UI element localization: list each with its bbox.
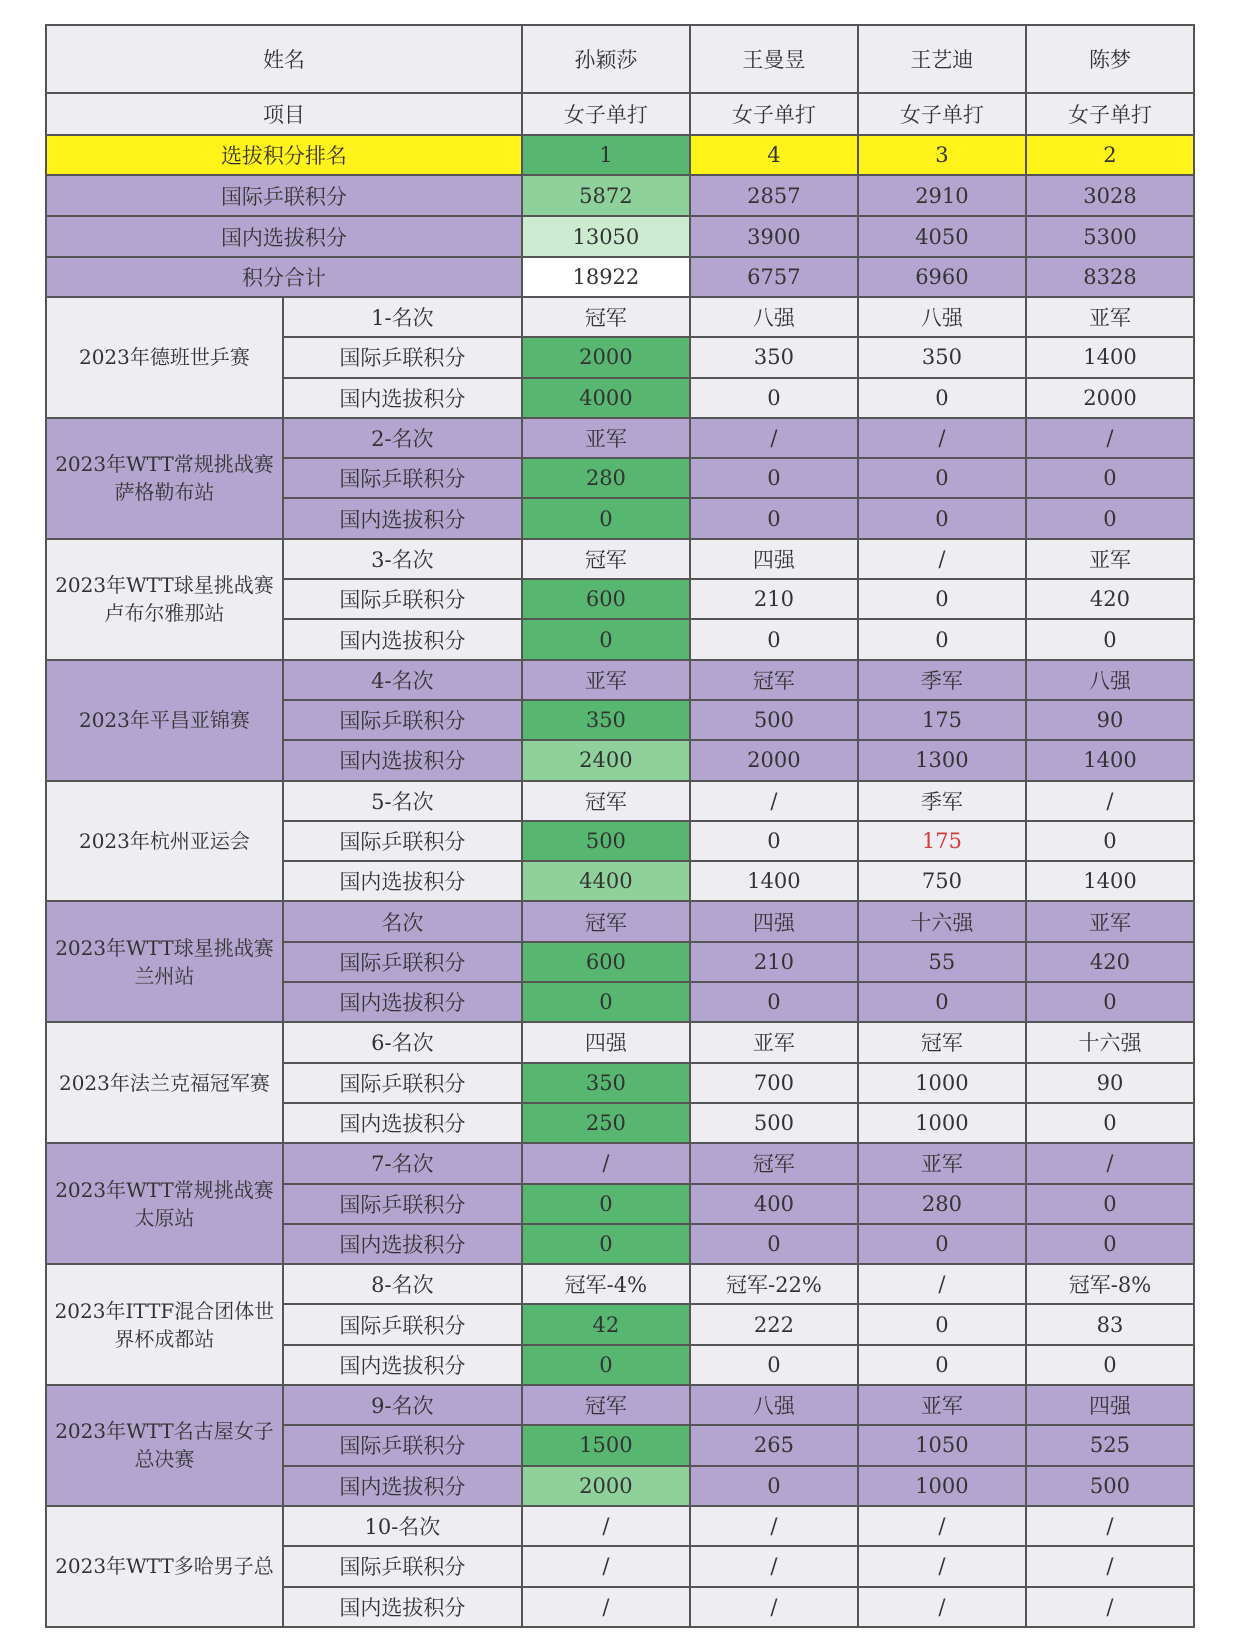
score-cell: /	[858, 1587, 1026, 1627]
event-header: 项目	[46, 93, 522, 135]
row-label: 9-名次	[283, 1385, 522, 1425]
score-cell: 55	[858, 942, 1026, 982]
score-cell: /	[690, 1546, 858, 1586]
score-cell: 265	[690, 1425, 858, 1465]
row-label: 国际乒联积分	[283, 458, 522, 498]
score-cell: 0	[690, 982, 858, 1022]
score-cell: 2000	[522, 337, 690, 377]
tournament-row	[46, 901, 1194, 941]
tournament-row	[46, 418, 1194, 458]
row-label: 国际乒联积分	[283, 579, 522, 619]
score-cell: 四强	[690, 901, 858, 941]
summary-value: 6757	[690, 257, 858, 297]
player-event: 女子单打	[522, 93, 690, 135]
score-cell: 0	[858, 619, 1026, 659]
score-cell: 175	[858, 821, 1026, 861]
summary-value: 13050	[522, 216, 690, 257]
score-cell: /	[1026, 418, 1194, 458]
score-cell: 0	[1026, 458, 1194, 498]
score-cell: 83	[1026, 1304, 1194, 1344]
score-cell: 1500	[522, 1425, 690, 1465]
summary-value: 18922	[522, 257, 690, 297]
score-cell: 0	[858, 982, 1026, 1022]
row-label: 国际乒联积分	[283, 821, 522, 861]
score-cell: 季军	[858, 660, 1026, 700]
row-label: 国内选拔积分	[283, 619, 522, 659]
score-cell: 0	[858, 579, 1026, 619]
score-cell: 1000	[858, 1103, 1026, 1143]
score-cell: 0	[1026, 619, 1194, 659]
score-cell: 亚军	[1026, 297, 1194, 337]
tournament-name: 2023年WTT名古屋女子总决赛	[46, 1385, 283, 1506]
score-cell: /	[522, 1506, 690, 1546]
score-cell: /	[522, 1143, 690, 1183]
score-cell: 525	[1026, 1425, 1194, 1465]
summary-label: 选拔积分排名	[46, 135, 522, 175]
score-cell: 0	[858, 458, 1026, 498]
score-cell: 0	[690, 458, 858, 498]
score-cell: 700	[690, 1063, 858, 1103]
score-cell: 1050	[858, 1425, 1026, 1465]
score-cell: 350	[522, 700, 690, 740]
score-cell: 222	[690, 1304, 858, 1344]
score-cell: 0	[690, 821, 858, 861]
score-cell: 400	[690, 1184, 858, 1224]
score-cell: 350	[522, 1063, 690, 1103]
grand-total-row	[46, 257, 1194, 297]
score-cell: 500	[690, 1103, 858, 1143]
score-cell: 冠军	[522, 539, 690, 579]
score-cell: 0	[522, 1184, 690, 1224]
score-cell: 210	[690, 942, 858, 982]
summary-value: 3900	[690, 216, 858, 257]
tournament-name: 2023年平昌亚锦赛	[46, 660, 283, 781]
score-cell: 四强	[690, 539, 858, 579]
score-cell: 八强	[690, 1385, 858, 1425]
summary-label: 国内选拔积分	[46, 216, 522, 257]
summary-value: 2	[1026, 135, 1194, 175]
score-cell: /	[858, 1546, 1026, 1586]
row-label: 3-名次	[283, 539, 522, 579]
score-cell: 0	[858, 1304, 1026, 1344]
summary-value: 3	[858, 135, 1026, 175]
score-cell: 季军	[858, 781, 1026, 821]
row-label: 5-名次	[283, 781, 522, 821]
summary-label: 国际乒联积分	[46, 175, 522, 216]
score-cell: /	[1026, 1506, 1194, 1546]
tournament-row	[46, 1506, 1194, 1546]
score-cell: 八强	[858, 297, 1026, 337]
name-header: 姓名	[46, 25, 522, 93]
score-cell: /	[522, 1546, 690, 1586]
score-cell: 420	[1026, 942, 1194, 982]
row-label: 国内选拔积分	[283, 861, 522, 901]
tournament-name: 2023年WTT多哈男子总	[46, 1506, 283, 1627]
score-cell: 600	[522, 942, 690, 982]
score-cell: 1400	[690, 861, 858, 901]
score-cell: 1400	[1026, 740, 1194, 780]
row-label: 国际乒联积分	[283, 337, 522, 377]
score-cell: 250	[522, 1103, 690, 1143]
score-cell: 1400	[1026, 861, 1194, 901]
score-cell: 四强	[1026, 1385, 1194, 1425]
player-event: 女子单打	[690, 93, 858, 135]
player-event: 女子单打	[858, 93, 1026, 135]
tournament-row	[46, 1264, 1194, 1304]
tournament-row	[46, 1385, 1194, 1425]
score-cell: 冠军	[522, 901, 690, 941]
score-cell: 0	[690, 1345, 858, 1385]
row-label: 国内选拔积分	[283, 740, 522, 780]
score-cell: /	[858, 1264, 1026, 1304]
player-name: 王曼昱	[690, 25, 858, 93]
score-cell: /	[690, 1506, 858, 1546]
score-cell: 亚军	[858, 1143, 1026, 1183]
summary-value: 5300	[1026, 216, 1194, 257]
row-label: 国际乒联积分	[283, 942, 522, 982]
score-cell: 210	[690, 579, 858, 619]
score-cell: 0	[858, 498, 1026, 538]
score-cell: /	[690, 418, 858, 458]
row-label: 10-名次	[283, 1506, 522, 1546]
score-cell: 0	[1026, 982, 1194, 1022]
row-label: 国际乒联积分	[283, 700, 522, 740]
tournament-row	[46, 1143, 1194, 1183]
score-cell: 0	[522, 982, 690, 1022]
score-cell: /	[1026, 781, 1194, 821]
score-cell: /	[858, 1506, 1026, 1546]
score-cell: 600	[522, 579, 690, 619]
score-cell: 0	[522, 498, 690, 538]
score-cell: 亚军	[522, 418, 690, 458]
player-event: 女子单打	[1026, 93, 1194, 135]
score-cell: 4400	[522, 861, 690, 901]
summary-value: 3028	[1026, 175, 1194, 216]
row-label: 6-名次	[283, 1022, 522, 1062]
player-name: 王艺迪	[858, 25, 1026, 93]
score-cell: 亚军	[858, 1385, 1026, 1425]
score-cell: 0	[522, 619, 690, 659]
score-cell: 0	[690, 1224, 858, 1264]
score-cell: 十六强	[858, 901, 1026, 941]
score-cell: 0	[522, 1224, 690, 1264]
row-label: 4-名次	[283, 660, 522, 700]
event-row	[46, 93, 1194, 135]
score-cell: 0	[1026, 1224, 1194, 1264]
score-cell: 500	[1026, 1466, 1194, 1506]
row-label: 国际乒联积分	[283, 1546, 522, 1586]
summary-value: 2857	[690, 175, 858, 216]
tournament-name: 2023年WTT常规挑战赛太原站	[46, 1143, 283, 1264]
score-cell: 冠军	[690, 660, 858, 700]
row-label: 名次	[283, 901, 522, 941]
name-row	[46, 25, 1194, 93]
score-cell: 500	[522, 821, 690, 861]
row-label: 国内选拔积分	[283, 498, 522, 538]
row-label: 国内选拔积分	[283, 1103, 522, 1143]
score-cell: 350	[690, 337, 858, 377]
summary-value: 6960	[858, 257, 1026, 297]
score-cell: /	[690, 1587, 858, 1627]
tournament-row	[46, 660, 1194, 700]
score-cell: 亚军	[522, 660, 690, 700]
tournament-name: 2023年德班世乒赛	[46, 297, 283, 418]
points-table	[45, 24, 1195, 1628]
score-cell: 冠军	[690, 1143, 858, 1183]
rank-row	[46, 135, 1194, 175]
score-cell: /	[1026, 1546, 1194, 1586]
summary-value: 4	[690, 135, 858, 175]
score-cell: /	[690, 781, 858, 821]
score-cell: 0	[858, 1345, 1026, 1385]
score-cell: 四强	[522, 1022, 690, 1062]
score-cell: 冠军-8%	[1026, 1264, 1194, 1304]
tournament-name: 2023年WTT球星挑战赛兰州站	[46, 901, 283, 1022]
score-cell: 冠军	[522, 1385, 690, 1425]
score-cell: 0	[690, 498, 858, 538]
score-cell: 0	[1026, 1345, 1194, 1385]
score-cell: 0	[1026, 498, 1194, 538]
score-cell: 冠军	[522, 781, 690, 821]
score-cell: 280	[522, 458, 690, 498]
tournament-name: 2023年WTT常规挑战赛萨格勒布站	[46, 418, 283, 539]
score-cell: 2000	[1026, 378, 1194, 418]
score-cell: 0	[690, 378, 858, 418]
score-cell: 0	[1026, 821, 1194, 861]
score-cell: 十六强	[1026, 1022, 1194, 1062]
score-cell: 280	[858, 1184, 1026, 1224]
tournament-name: 2023年ITTF混合团体世界杯成都站	[46, 1264, 283, 1385]
summary-value: 1	[522, 135, 690, 175]
score-cell: /	[522, 1587, 690, 1627]
score-cell: /	[1026, 1143, 1194, 1183]
score-cell: /	[1026, 1587, 1194, 1627]
score-cell: 0	[858, 1224, 1026, 1264]
row-label: 2-名次	[283, 418, 522, 458]
score-cell: 42	[522, 1304, 690, 1344]
score-cell: 1000	[858, 1466, 1026, 1506]
tournament-name: 2023年法兰克福冠军赛	[46, 1022, 283, 1143]
score-cell: 2000	[690, 740, 858, 780]
score-cell: 420	[1026, 579, 1194, 619]
score-cell: /	[858, 418, 1026, 458]
score-cell: 90	[1026, 700, 1194, 740]
row-label: 国际乒联积分	[283, 1063, 522, 1103]
tournament-row	[46, 781, 1194, 821]
row-label: 8-名次	[283, 1264, 522, 1304]
player-name: 孙颖莎	[522, 25, 690, 93]
score-cell: 0	[1026, 1103, 1194, 1143]
row-label: 国内选拔积分	[283, 1466, 522, 1506]
tournament-name: 2023年WTT球星挑战赛卢布尔雅那站	[46, 539, 283, 660]
score-cell: 750	[858, 861, 1026, 901]
row-label: 国内选拔积分	[283, 378, 522, 418]
row-label: 国内选拔积分	[283, 1587, 522, 1627]
score-cell: 175	[858, 700, 1026, 740]
score-cell: 冠军-4%	[522, 1264, 690, 1304]
row-label: 7-名次	[283, 1143, 522, 1183]
score-cell: 冠军	[522, 297, 690, 337]
row-label: 国际乒联积分	[283, 1304, 522, 1344]
row-label: 1-名次	[283, 297, 522, 337]
score-cell: 亚军	[1026, 539, 1194, 579]
score-cell: 亚军	[1026, 901, 1194, 941]
score-cell: 八强	[690, 297, 858, 337]
row-label: 国际乒联积分	[283, 1425, 522, 1465]
score-cell: 1000	[858, 1063, 1026, 1103]
score-cell: 冠军	[858, 1022, 1026, 1062]
score-cell: 八强	[1026, 660, 1194, 700]
tournament-row	[46, 539, 1194, 579]
score-cell: 500	[690, 700, 858, 740]
score-cell: 亚军	[690, 1022, 858, 1062]
score-cell: 2400	[522, 740, 690, 780]
summary-value: 5872	[522, 175, 690, 216]
score-cell: 0	[690, 619, 858, 659]
score-cell: 90	[1026, 1063, 1194, 1103]
tournament-row	[46, 1022, 1194, 1062]
score-cell: 350	[858, 337, 1026, 377]
summary-value: 2910	[858, 175, 1026, 216]
row-label: 国内选拔积分	[283, 1345, 522, 1385]
domestic-total-row	[46, 216, 1194, 257]
ittf-total-row	[46, 175, 1194, 216]
summary-value: 8328	[1026, 257, 1194, 297]
summary-value: 4050	[858, 216, 1026, 257]
player-name: 陈梦	[1026, 25, 1194, 93]
score-cell: 0	[858, 378, 1026, 418]
score-cell: 0	[1026, 1184, 1194, 1224]
score-cell: 1300	[858, 740, 1026, 780]
score-cell: 1400	[1026, 337, 1194, 377]
score-cell: 冠军-22%	[690, 1264, 858, 1304]
row-label: 国际乒联积分	[283, 1184, 522, 1224]
tournament-row	[46, 297, 1194, 337]
score-cell: 2000	[522, 1466, 690, 1506]
summary-label: 积分合计	[46, 257, 522, 297]
score-cell: /	[858, 539, 1026, 579]
score-cell: 4000	[522, 378, 690, 418]
points-table-body	[46, 25, 1194, 1627]
score-cell: 0	[690, 1466, 858, 1506]
row-label: 国内选拔积分	[283, 1224, 522, 1264]
tournament-name: 2023年杭州亚运会	[46, 781, 283, 902]
score-cell: 0	[522, 1345, 690, 1385]
row-label: 国内选拔积分	[283, 982, 522, 1022]
